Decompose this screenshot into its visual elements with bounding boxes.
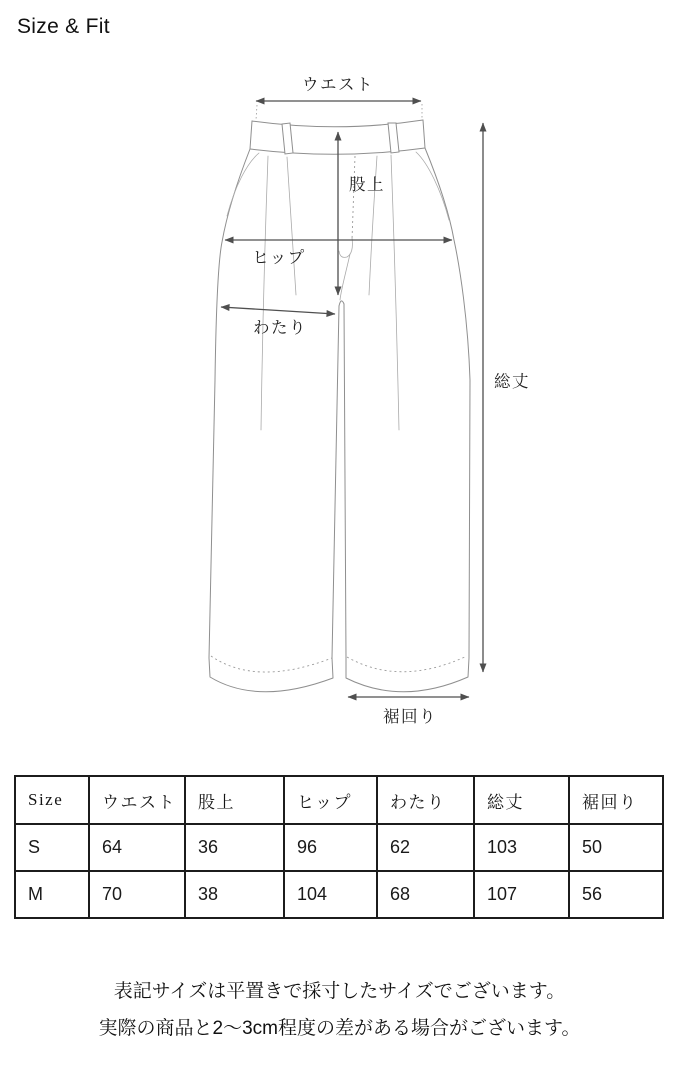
size-note [0, 973, 679, 1047]
value-cell: 103 [474, 824, 569, 871]
belt-loop-right [388, 123, 399, 153]
value-cell: 104 [284, 871, 377, 918]
value-cell: 64 [89, 824, 185, 871]
hem-label: 裾回り [383, 707, 437, 726]
size-row-s [15, 824, 663, 871]
fly-hook [339, 238, 352, 257]
rise-label: 股上 [349, 175, 385, 194]
size-cell: S [15, 824, 89, 871]
size-table-header-row [15, 776, 663, 824]
waist-label: ウエスト [302, 75, 374, 94]
waistband-left-edge [250, 121, 252, 149]
belt-loop-left [282, 123, 293, 154]
value-cell: 68 [377, 871, 474, 918]
size-note-line2: 実際の商品と2〜3cm程度の差がある場合がございます。 [98, 1018, 581, 1039]
waistband-top-edge [252, 120, 423, 127]
pants-outline [209, 120, 470, 692]
thigh-arrow [221, 307, 335, 314]
size-note-line1: 表記サイズは平置きで採寸したサイズでございます。 [113, 981, 566, 1002]
value-cell: 107 [474, 871, 569, 918]
pleat-left-outer [261, 156, 268, 430]
size-table [14, 775, 664, 919]
crotch-seam [339, 301, 344, 306]
column-header-thigh: わたり [377, 776, 474, 824]
waistband-right-edge [423, 120, 425, 148]
pocket-line-right [416, 152, 449, 220]
column-header-size: Size [15, 776, 89, 824]
pleat-left-inner [287, 157, 296, 295]
size-cell: M [15, 871, 89, 918]
pocket-line-left [227, 153, 259, 216]
front-rise-seam [340, 254, 350, 300]
value-cell: 62 [377, 824, 474, 871]
left-leg-outline [209, 149, 339, 692]
column-header-waist: ウエスト [89, 776, 185, 824]
hem-stitch-left [211, 656, 332, 672]
value-cell: 36 [185, 824, 284, 871]
waist-guide-left [256, 105, 257, 120]
hip-label: ヒップ [252, 248, 306, 267]
value-cell: 96 [284, 824, 377, 871]
pleat-right-outer [391, 155, 399, 430]
measurement-labels [252, 75, 530, 726]
column-header-hem: 裾回り [569, 776, 663, 824]
fly-stitch-dotted [352, 156, 355, 240]
value-cell: 70 [89, 871, 185, 918]
column-header-rise: 股上 [185, 776, 284, 824]
value-cell: 50 [569, 824, 663, 871]
hem-stitch-right [347, 656, 467, 672]
thigh-label: わたり [253, 318, 307, 337]
total-length-label: 総丈 [494, 372, 530, 391]
column-header-total-length: 総丈 [474, 776, 569, 824]
column-header-hip: ヒップ [284, 776, 377, 824]
size-row-m [15, 871, 663, 918]
page-title: Size & Fit [17, 15, 110, 38]
value-cell: 56 [569, 871, 663, 918]
right-leg-outline [344, 148, 470, 692]
value-cell: 38 [185, 871, 284, 918]
